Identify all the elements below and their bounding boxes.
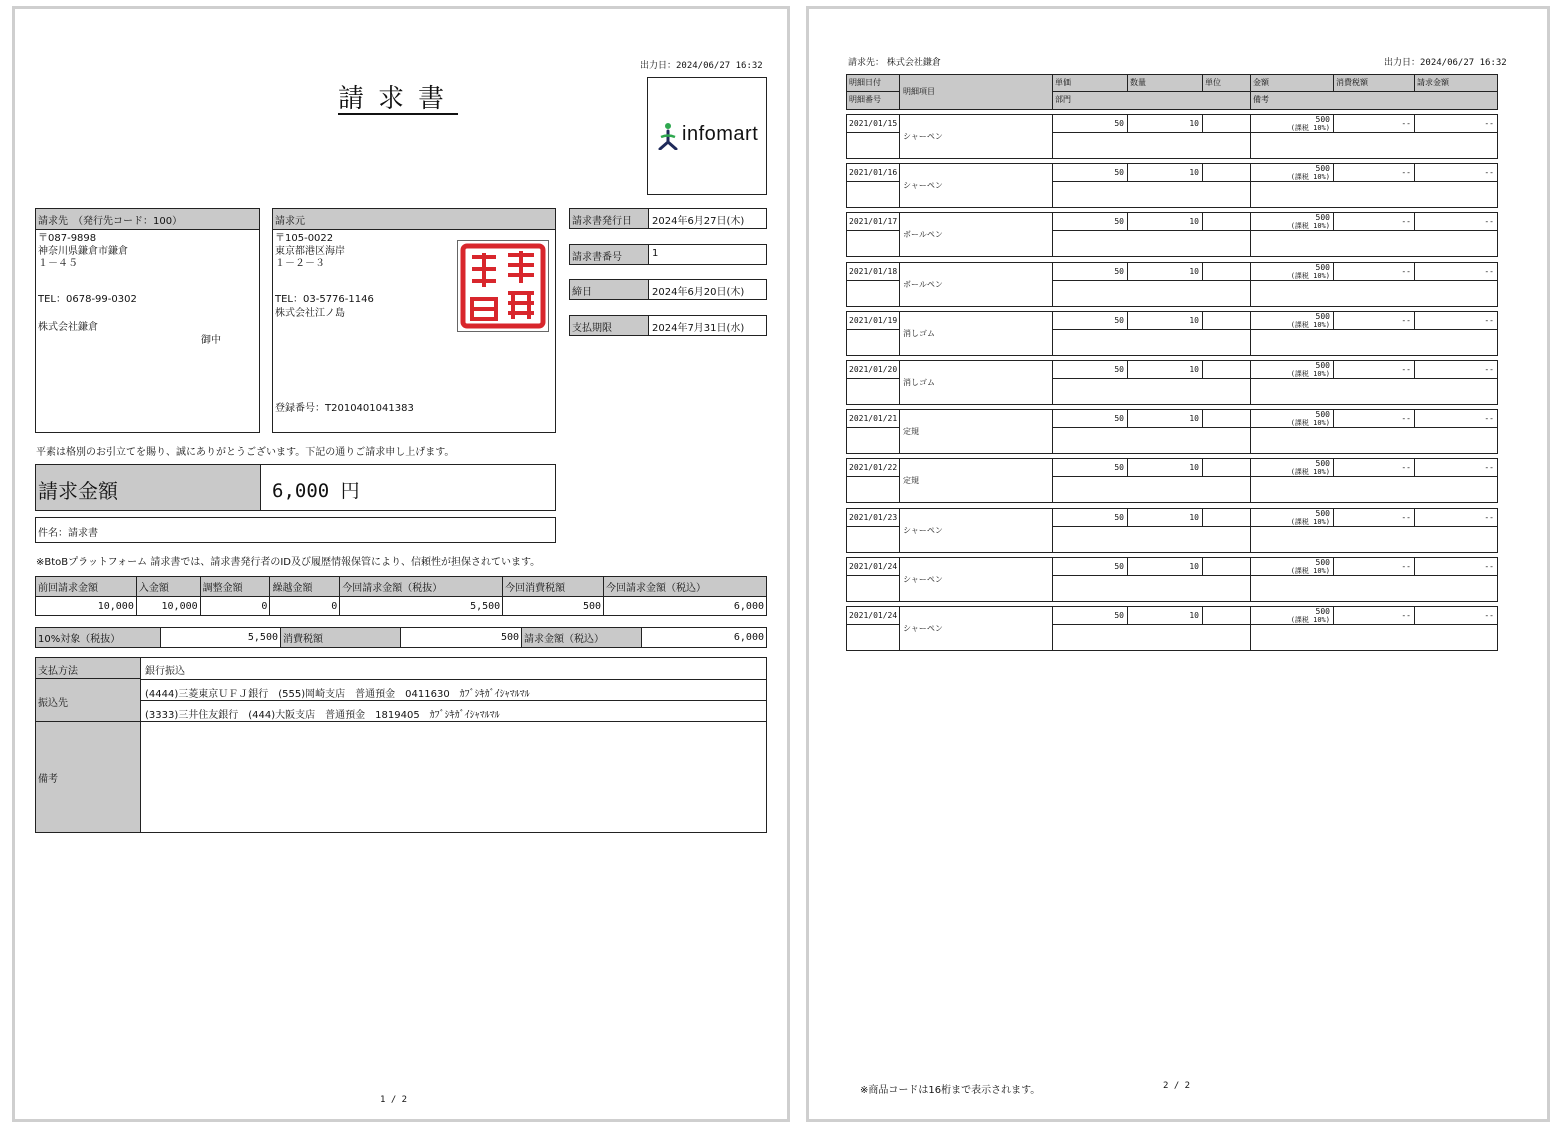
billto-box	[35, 208, 260, 433]
row-unit	[1203, 115, 1251, 133]
row-note	[1251, 182, 1497, 207]
col-dept: 部門	[1053, 92, 1251, 109]
row-qty: 10	[1128, 361, 1203, 379]
row-note	[1251, 428, 1497, 453]
row-price: 50	[1053, 115, 1128, 133]
row-tax-category: (課税 10%)	[1290, 567, 1330, 575]
col-date: 明細日付	[847, 75, 900, 92]
row-amount	[1251, 263, 1334, 281]
row-tax-category: (課税 10%)	[1290, 272, 1330, 280]
row-price: 50	[1053, 607, 1128, 625]
transfer-label: 振込先	[36, 679, 141, 722]
row-number	[847, 231, 900, 256]
detail-row	[846, 508, 1498, 553]
row-tax-category: (課税 10%)	[1290, 468, 1330, 476]
row-date: 2021/01/23	[847, 509, 900, 527]
row-date: 2021/01/19	[847, 312, 900, 330]
summary-value: 500	[503, 597, 604, 616]
summary-value: 5,500	[340, 597, 503, 616]
row-bill: --	[1415, 361, 1497, 379]
billfrom-tel: TEL：03-5776-1146	[275, 294, 374, 305]
row-amount-value: 500	[1315, 115, 1330, 124]
row-amount	[1251, 213, 1334, 231]
row-note	[1251, 527, 1497, 552]
row-number	[847, 182, 900, 207]
logo-text: infomart	[682, 123, 759, 145]
company-logo	[647, 77, 767, 195]
row-amount	[1251, 361, 1334, 379]
row-note	[1251, 576, 1497, 601]
tax-base-label: 10%対象（税抜）	[36, 628, 161, 648]
invoice-number-label: 請求書番号	[570, 245, 649, 264]
row-tax-category: (課税 10%)	[1290, 616, 1330, 624]
billfrom-address2: １－２－３	[275, 258, 325, 269]
summary-value: 6,000	[604, 597, 767, 616]
col-qty: 数量	[1128, 75, 1203, 92]
row-tax-category: (課税 10%)	[1290, 419, 1330, 427]
row-item: シャーペン	[900, 509, 1053, 552]
summary-value: 10,000	[136, 597, 200, 616]
summary-header: 今回請求金額（税込）	[604, 577, 767, 597]
summary-value: 10,000	[36, 597, 137, 616]
row-bill: --	[1415, 410, 1497, 428]
detail-row	[846, 163, 1498, 208]
row-price: 50	[1053, 312, 1128, 330]
row-unit	[1203, 361, 1251, 379]
row-date: 2021/01/15	[847, 115, 900, 133]
billfrom-address1: 東京都港区海岸	[275, 246, 345, 257]
billto-address2: １－４５	[38, 258, 78, 269]
row-amount-value: 500	[1315, 361, 1330, 370]
row-date: 2021/01/24	[847, 607, 900, 625]
due-date-label: 支払期限	[570, 316, 649, 335]
bank-account-1: (4444)三菱東京ＵＦＪ銀行 (555)岡崎支店 普通預金 0411630 ｶﾌﾞｼｷｶﾞｲｼｬﾏﾙﾏﾙ	[145, 689, 530, 700]
billto-honorific: 御中	[201, 335, 221, 346]
row-tax: --	[1334, 164, 1415, 182]
row-price: 50	[1053, 410, 1128, 428]
row-amount-value: 500	[1315, 607, 1330, 616]
issue-date-value: 2024年6月27日(木)	[652, 216, 745, 227]
col-note: 備考	[1253, 95, 1269, 104]
due-date-field	[569, 315, 767, 336]
row-bill: --	[1415, 213, 1497, 231]
row-bill: --	[1415, 558, 1497, 576]
row-number	[847, 428, 900, 453]
row-date: 2021/01/16	[847, 164, 900, 182]
summary-value: 0	[270, 597, 340, 616]
row-item: シャーペン	[900, 607, 1053, 650]
detail-row	[846, 458, 1498, 503]
notice-text: ※BtoBプラットフォーム 請求書では、請求書発行者のID及び履歴情報保管により、信頼性が担保されています。	[36, 557, 541, 568]
summary-header: 繰越金額	[270, 577, 340, 597]
row-bill: --	[1415, 607, 1497, 625]
detail-row	[846, 212, 1498, 257]
row-dept	[1053, 477, 1251, 502]
payment-method-label: 支払方法	[36, 658, 141, 679]
remarks-label: 備考	[36, 722, 141, 832]
row-dept	[1053, 625, 1251, 650]
row-amount	[1251, 509, 1334, 527]
row-item: シャーペン	[900, 115, 1053, 158]
billfrom-postal: 〒105-0022	[275, 233, 334, 244]
row-bill: --	[1415, 509, 1497, 527]
subject-field: 件名：請求書	[35, 517, 556, 543]
row-amount	[1251, 459, 1334, 477]
row-note	[1251, 281, 1497, 306]
col-bill: 請求金額	[1415, 75, 1497, 92]
row-amount	[1251, 164, 1334, 182]
row-qty: 10	[1128, 263, 1203, 281]
total-incl-tax-value: 6,000	[642, 628, 767, 648]
row-dept	[1053, 182, 1251, 207]
row-unit	[1203, 558, 1251, 576]
row-price: 50	[1053, 213, 1128, 231]
row-unit	[1203, 164, 1251, 182]
row-dept	[1053, 379, 1251, 404]
row-number	[847, 133, 900, 158]
row-qty: 10	[1128, 607, 1203, 625]
row-number	[847, 527, 900, 552]
row-number	[847, 477, 900, 502]
row-amount	[1251, 410, 1334, 428]
row-tax: --	[1334, 558, 1415, 576]
billto-tel: TEL：0678-99-0302	[38, 294, 137, 305]
row-item: ボールペン	[900, 263, 1053, 306]
billto-company: 株式会社鎌倉	[38, 322, 98, 333]
row-note	[1251, 231, 1497, 256]
row-item: 定規	[900, 410, 1053, 453]
row-tax: --	[1334, 607, 1415, 625]
row-amount-value: 500	[1315, 410, 1330, 419]
row-amount	[1251, 312, 1334, 330]
row-dept	[1053, 576, 1251, 601]
consumption-tax-label: 消費税額	[281, 628, 401, 648]
p2-output-date: 出力日：2024/06/27 16:32	[1384, 58, 1507, 68]
invoice-number-field	[569, 244, 767, 265]
p2-billto: 請求先： 株式会社鎌倉	[848, 58, 941, 68]
total-incl-tax-label: 請求金額（税込）	[522, 628, 642, 648]
col-item: 明細項目	[900, 75, 1053, 109]
page-number-2: 2 / 2	[1163, 1081, 1191, 1091]
row-price: 50	[1053, 164, 1128, 182]
page-title: 請求書	[338, 84, 459, 114]
row-date: 2021/01/22	[847, 459, 900, 477]
detail-table-header	[846, 74, 1498, 110]
amount-box	[35, 464, 556, 511]
row-price: 50	[1053, 361, 1128, 379]
page-number-1: 1 / 2	[380, 1095, 408, 1105]
payment-box	[35, 657, 767, 833]
tax-table	[35, 627, 767, 648]
invoice-number-value: 1	[652, 248, 659, 259]
row-price: 50	[1053, 509, 1128, 527]
col-unit: 単位	[1203, 75, 1251, 92]
detail-row	[846, 360, 1498, 405]
due-date-value: 2024年7月31日(水)	[652, 323, 745, 334]
row-date: 2021/01/18	[847, 263, 900, 281]
billto-header: 請求先 （発行先コード：100）	[36, 209, 259, 230]
col-amount: 金額	[1251, 75, 1334, 92]
closing-date-label: 締日	[570, 280, 649, 299]
summary-value-row	[36, 597, 767, 616]
bank-account-2: (3333)三井住友銀行 (444)大阪支店 普通預金 1819405 ｶﾌﾞｼｷｶﾞｲｼｬﾏﾙﾏﾙ	[145, 710, 500, 721]
row-tax: --	[1334, 263, 1415, 281]
col-tax: 消費税額	[1334, 75, 1415, 92]
row-note	[1251, 379, 1497, 404]
row-tax: --	[1334, 410, 1415, 428]
detail-row	[846, 606, 1498, 651]
billfrom-header: 請求元	[273, 209, 555, 230]
row-item: 消しゴム	[900, 361, 1053, 404]
registration-number: 登録番号：T2010401041383	[275, 403, 414, 414]
detail-row	[846, 262, 1498, 307]
row-item: シャーペン	[900, 558, 1053, 601]
row-item: 定規	[900, 459, 1053, 502]
closing-date-field	[569, 279, 767, 300]
row-qty: 10	[1128, 312, 1203, 330]
row-amount-value: 500	[1315, 509, 1330, 518]
row-tax-category: (課税 10%)	[1290, 173, 1330, 181]
detail-row	[846, 409, 1498, 454]
row-unit	[1203, 509, 1251, 527]
billto-address1: 神奈川県鎌倉市鎌倉	[38, 246, 128, 257]
row-tax: --	[1334, 213, 1415, 231]
issue-date-label: 請求書発行日	[570, 209, 649, 228]
output-date: 出力日：2024/06/27 16:32	[640, 61, 763, 71]
infomart-logo-icon	[657, 122, 679, 150]
row-bill: --	[1415, 312, 1497, 330]
greeting-text: 平素は格別のお引立てを賜り、誠にありがとうございます。下記の通りご請求申し上げます。	[36, 447, 455, 458]
row-amount-value: 500	[1315, 558, 1330, 567]
row-number	[847, 281, 900, 306]
row-note	[1251, 625, 1497, 650]
consumption-tax-value: 500	[401, 628, 522, 648]
row-unit	[1203, 410, 1251, 428]
row-tax-category: (課税 10%)	[1290, 222, 1330, 230]
row-bill: --	[1415, 459, 1497, 477]
row-amount-value: 500	[1315, 312, 1330, 321]
row-dept	[1053, 281, 1251, 306]
col-number: 明細番号	[847, 92, 900, 109]
row-unit	[1203, 213, 1251, 231]
row-amount-value: 500	[1315, 263, 1330, 272]
row-dept	[1053, 330, 1251, 355]
summary-header: 今回請求金額（税抜）	[340, 577, 503, 597]
footnote: ※商品コードは16桁まで表示されます。	[860, 1085, 1041, 1096]
row-dept	[1053, 527, 1251, 552]
tax-base-value: 5,500	[161, 628, 281, 648]
summary-header: 今回消費税額	[503, 577, 604, 597]
row-tax-category: (課税 10%)	[1290, 321, 1330, 329]
row-item: ボールペン	[900, 213, 1053, 256]
row-dept	[1053, 428, 1251, 453]
billfrom-company: 株式会社江ノ島	[275, 308, 345, 319]
row-unit	[1203, 607, 1251, 625]
payment-method-value: 銀行振込	[145, 666, 185, 677]
row-qty: 10	[1128, 410, 1203, 428]
row-qty: 10	[1128, 213, 1203, 231]
detail-row	[846, 311, 1498, 356]
col-unit-price: 単価	[1053, 75, 1128, 92]
row-date: 2021/01/21	[847, 410, 900, 428]
row-note	[1251, 133, 1497, 158]
summary-header: 入金額	[136, 577, 200, 597]
row-date: 2021/01/20	[847, 361, 900, 379]
summary-header: 調整金額	[200, 577, 270, 597]
row-date: 2021/01/17	[847, 213, 900, 231]
row-amount	[1251, 115, 1334, 133]
row-tax: --	[1334, 459, 1415, 477]
row-amount-value: 500	[1315, 164, 1330, 173]
row-amount	[1251, 558, 1334, 576]
row-number	[847, 576, 900, 601]
row-tax-category: (課税 10%)	[1290, 370, 1330, 378]
row-number	[847, 379, 900, 404]
row-qty: 10	[1128, 459, 1203, 477]
row-dept	[1053, 133, 1251, 158]
row-qty: 10	[1128, 509, 1203, 527]
row-number	[847, 330, 900, 355]
row-unit	[1203, 263, 1251, 281]
row-tax: --	[1334, 361, 1415, 379]
row-unit	[1203, 312, 1251, 330]
issue-date-field	[569, 208, 767, 229]
row-note	[1251, 477, 1497, 502]
summary-header: 前回請求金額	[36, 577, 137, 597]
detail-row	[846, 114, 1498, 159]
row-bill: --	[1415, 115, 1497, 133]
row-item: 消しゴム	[900, 312, 1053, 355]
row-dept	[1053, 231, 1251, 256]
row-bill: --	[1415, 164, 1497, 182]
billto-postal: 〒087-9898	[38, 233, 97, 244]
row-unit	[1203, 459, 1251, 477]
row-tax-category: (課税 10%)	[1290, 124, 1330, 132]
amount-value: 6,000 円	[272, 480, 360, 502]
row-tax-category: (課税 10%)	[1290, 518, 1330, 526]
row-bill: --	[1415, 263, 1497, 281]
summary-table	[35, 576, 767, 616]
row-price: 50	[1053, 459, 1128, 477]
row-amount	[1251, 607, 1334, 625]
row-amount-value: 500	[1315, 459, 1330, 468]
row-date: 2021/01/24	[847, 558, 900, 576]
summary-header-row	[36, 577, 767, 597]
row-qty: 10	[1128, 164, 1203, 182]
detail-row	[846, 557, 1498, 602]
row-tax: --	[1334, 312, 1415, 330]
amount-label: 請求金額	[36, 465, 261, 510]
row-amount-value: 500	[1315, 213, 1330, 222]
row-qty: 10	[1128, 115, 1203, 133]
row-price: 50	[1053, 558, 1128, 576]
row-tax: --	[1334, 509, 1415, 527]
company-seal-stamp	[457, 240, 549, 332]
row-number	[847, 625, 900, 650]
closing-date-value: 2024年6月20日(木)	[652, 287, 745, 298]
row-tax: --	[1334, 115, 1415, 133]
row-item: シャーペン	[900, 164, 1053, 207]
row-note	[1251, 330, 1497, 355]
row-price: 50	[1053, 263, 1128, 281]
seal-icon	[458, 241, 548, 331]
summary-value: 0	[200, 597, 270, 616]
row-qty: 10	[1128, 558, 1203, 576]
